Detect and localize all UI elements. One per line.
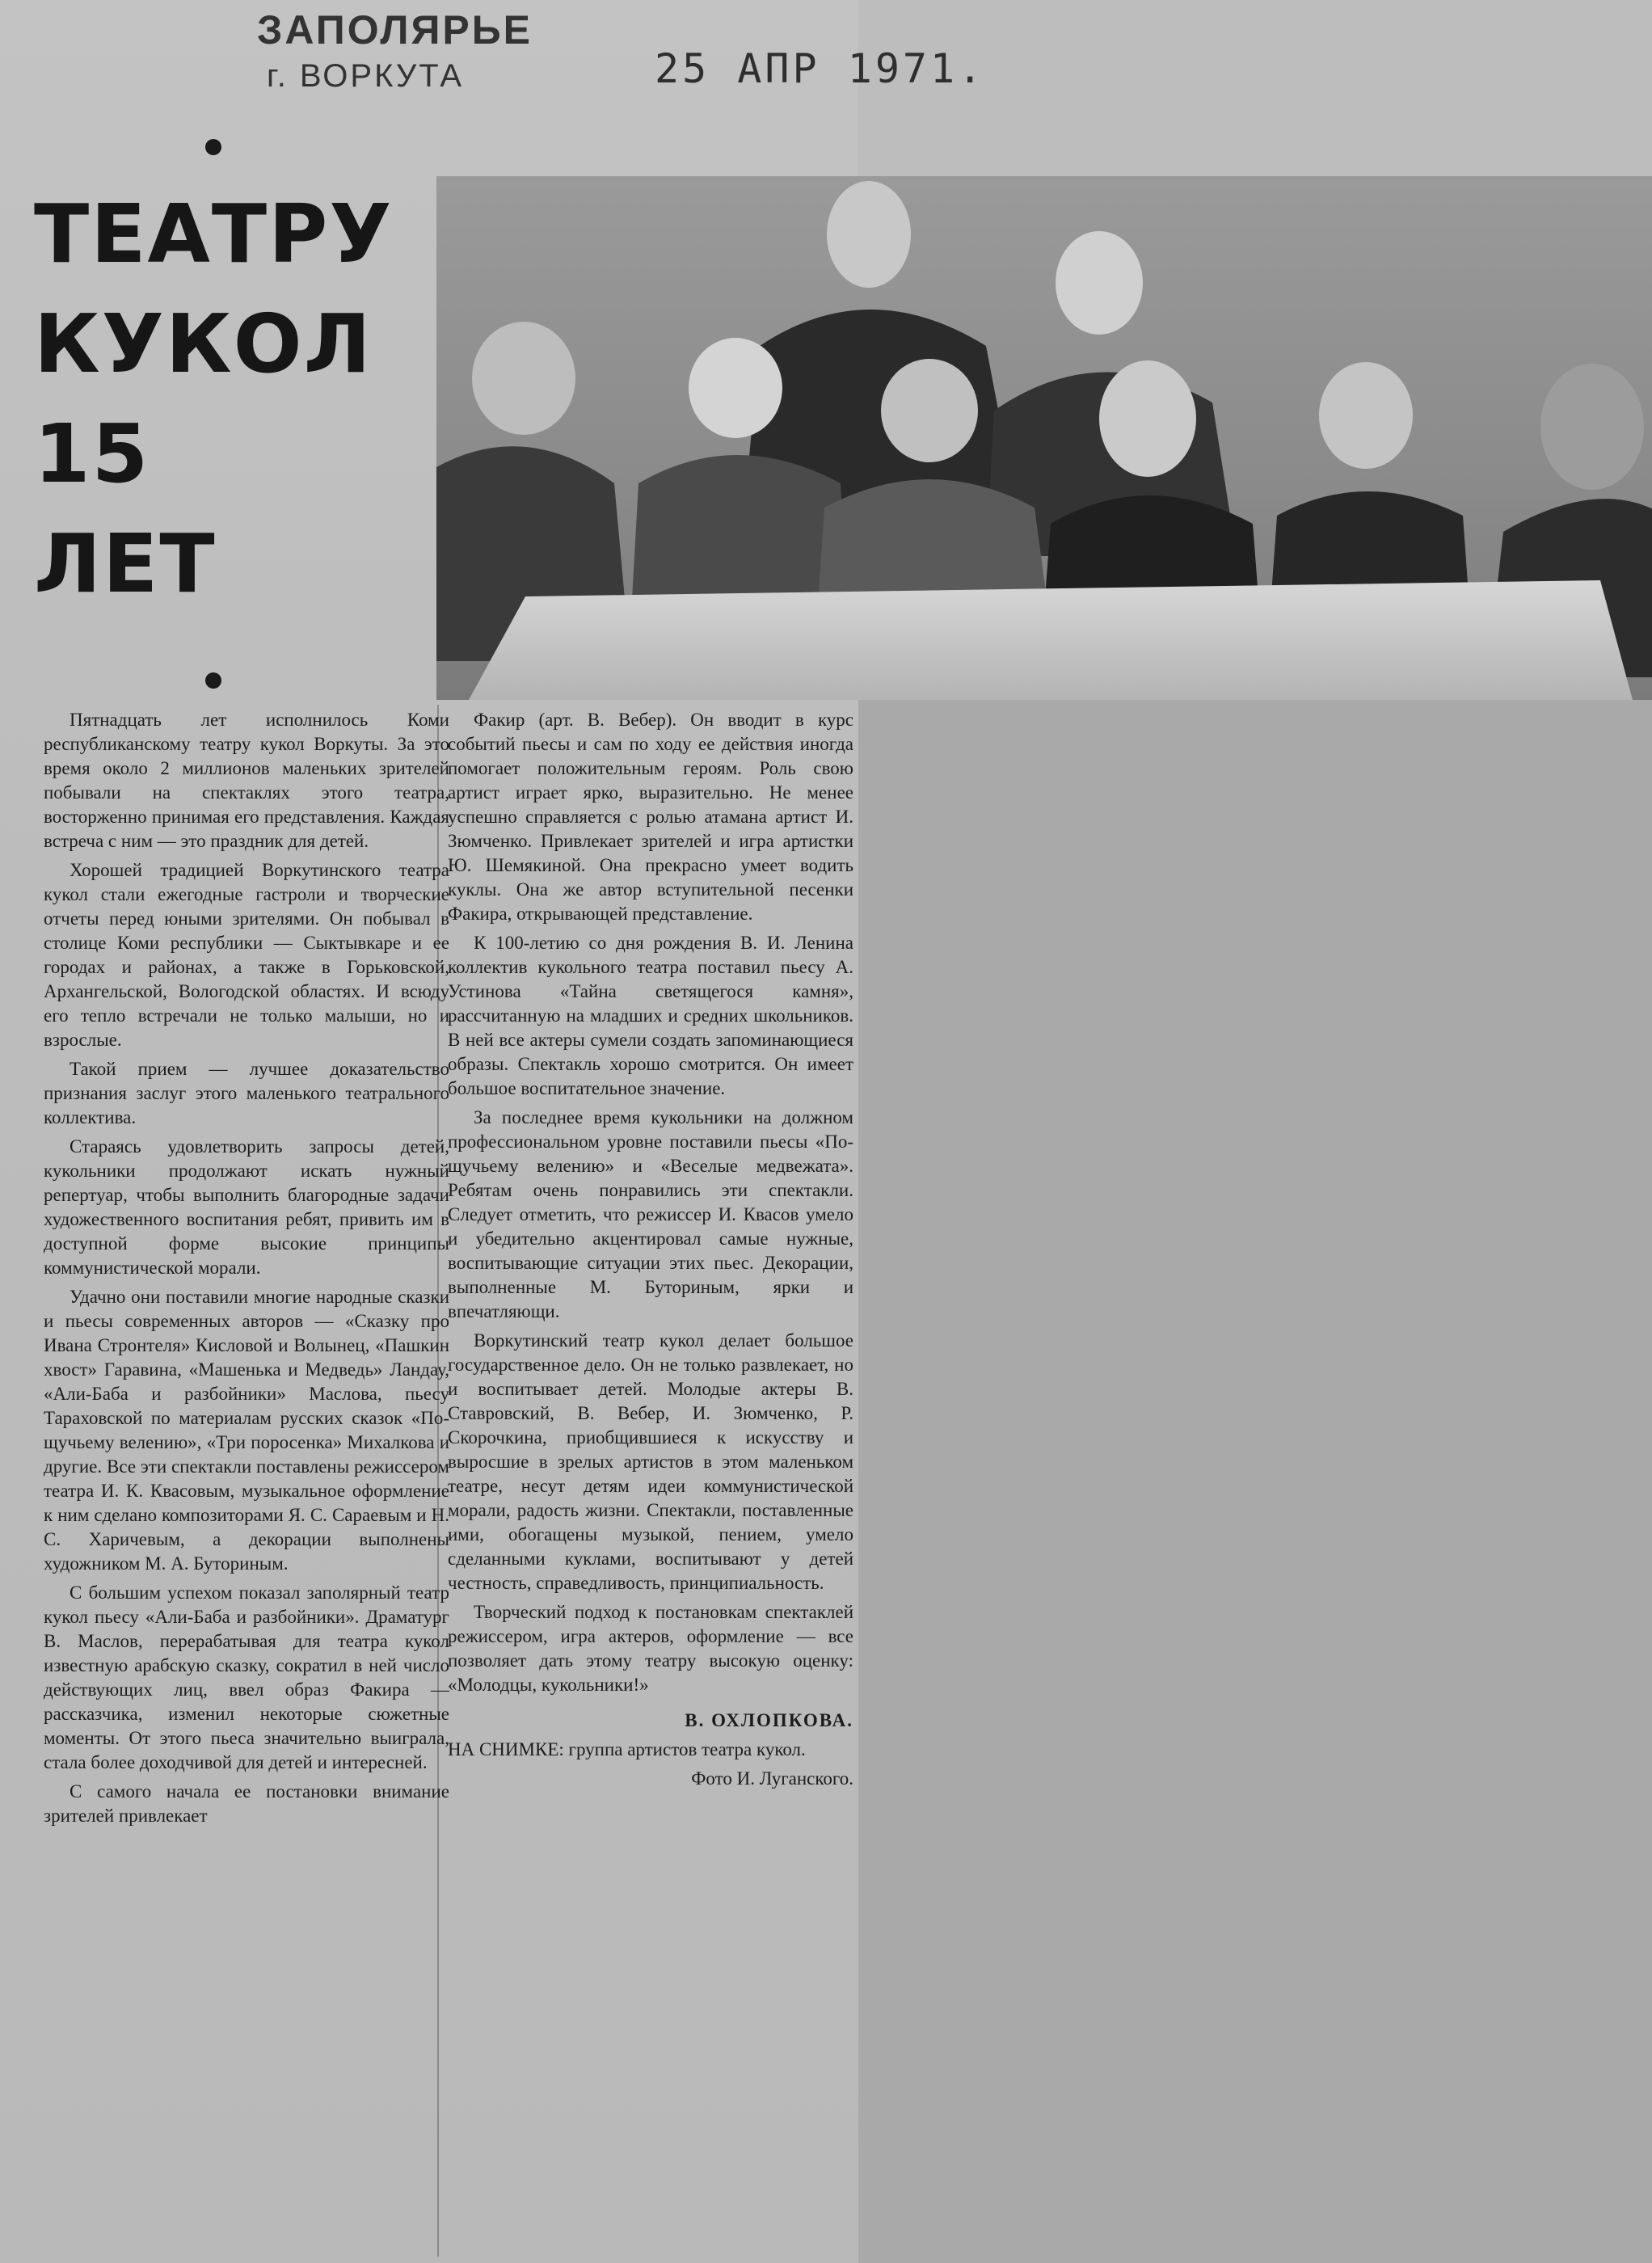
headline-line: ТЕАТРУ: [34, 187, 394, 281]
headline-bullet-bottom: [205, 672, 221, 689]
paragraph: Воркутинский театр кукол делает большое государственное дело. Он не только развлекает, но и воспитывает детей. Молодые актеры В. Ставровский, В. Вебер, И. Зюмченко, Р. Скорочкина, приобщившиеся к искусству и выросшие в зрелых артистов в этом маленьком театре, несут детям идеи коммунистической морали, радость жизни. Спектакли, поставленные ими, обогащены музыкой, пением, умело сделанными куклами, воспитывают у детей честность, справедливость, принципиальность.: [448, 1330, 853, 1593]
headline-line: 15: [34, 407, 150, 501]
paragraph: Творческий подход к постановкам спектаклей режиссером, игра актеров, оформление — все позволяет дать этому театру высокую оценку: «Молодцы, кукольники!»: [448, 1602, 853, 1695]
headline: [34, 179, 414, 619]
headline-line: ЛЕТ: [34, 516, 217, 611]
paragraph: За последнее время кукольники на должном профессиональном уровне поставили пьесы «По-щучьему велению» и «Веселые медвежата». Ребятам очень понравились эти спектакли. Следует отметить, что режиссер И. Квасов умело и убедительно акцентировал самые нужные, воспитывающие ситуации этих пьес. Декорации, выполненные М. Буториным, ярки и впечатляющи.: [448, 1107, 853, 1321]
group-photo: [436, 176, 1652, 700]
photo-caption: НА СНИМКЕ: группа артистов театра кукол.: [448, 1739, 806, 1759]
paragraph: К 100-летию со дня рождения В. И. Ленина коллектив кукольного театра поставил пьесу А. Устинова «Тайна светящегося камня», рассчитанную на младших и средних школьников. В ней все актеры сумели создать запоминающиеся образы. Спектакль хорошо смотрится. Он имеет большое воспитательное значение.: [448, 933, 853, 1098]
paragraph: Такой прием — лучшее доказательство признания заслуг этого маленького театрального коллектива.: [44, 1059, 449, 1127]
paragraph: С большим успехом показал заполярный театр кукол пьесу «Али-Баба и разбойники». Драматург В. Маслов, перерабатывая для театра кукол известную арабскую сказку, сократил в ней число действующих лиц, ввел образ Факира — рассказчика, изменил некоторые сюжетные моменты. От этого пьеса значительно выиграла, стала более доходчивой для детей и интересней.: [44, 1582, 449, 1772]
article-column-1: [44, 708, 449, 2263]
paragraph: С самого начала ее постановки внимание зрителей привлекает: [44, 1781, 449, 1826]
group-photo-image: [436, 176, 1652, 700]
paragraph: Хорошей традицией Воркутинского театра кукол стали ежегодные гастроли и творческие отчеты перед юными зрителями. Он побывал в столице Коми республики — Сыктывкаре и ее городах и районах, а также в Горьковской, Архангельской, Вологодской областях. И всюду его тепло встречали не только малыши, но и взрослые.: [44, 860, 449, 1050]
masthead-date-stamp: 25 АПР 1971.: [655, 45, 986, 92]
headline-line: КУКОЛ: [34, 297, 373, 391]
paragraph: Стараясь удовлетворить запросы детей, кукольники продолжают искать нужный репертуар, чтобы выполнить благородные задачи художественного воспитания ребят, привить им в доступной форме высокие принципы коммунистической морали.: [44, 1136, 449, 1278]
paragraph: Удачно они поставили многие народные сказки и пьесы современных авторов — «Сказку про Ивана Стронтеля» Кисловой и Волынец, «Пашкин хвост» Гаравина, «Машенька и Медведь» Ландау, «Али-Баба и разбойники» Маслова, пьесу Тараховской по материалам русских сказок «По-щучьему велению», «Три поросенка» Михалкова и другие. Все эти спектакли поставлены режиссером театра И. К. Квасовым, музыкальное оформление к ним сделано композиторами Я. С. Сараевым и Н. С. Харичевым, а декорации выполнены художником М. А. Буториным.: [44, 1287, 449, 1574]
masthead-paper-stamp: ЗАПОЛЯРЬЕ: [257, 7, 533, 53]
headline-bullet-top: [205, 139, 221, 155]
paragraph: Пятнадцать лет исполнилось Коми республиканскому театру кукол Воркуты. За это время около 2 миллионов маленьких зрителей побывали на спектаклях этого театра, восторженно принимая его представления. Каждая встреча с ним — это праздник для детей.: [44, 710, 449, 851]
paragraph: Факир (арт. В. Вебер). Он вводит в курс событий пьесы и сам по ходу ее действия иногда помогает положительным героям. Роль свою артист играет ярко, выразительно. Не менее успешно справляется с ролью атамана артист И. Зюмченко. Привлекает зрителей и игра артистки Ю. Шемякиной. Она прекрасно умеет водить куклы. Она же автор вступительной песенки Факира, открывающей представление.: [448, 710, 853, 924]
photo-credit: Фото И. Луганского.: [691, 1768, 853, 1789]
article-column-2: [448, 708, 853, 2263]
masthead-city-stamp: г. ВОРКУТА: [267, 58, 465, 94]
author-signature: В. ОХЛОПКОВА.: [685, 1710, 853, 1730]
